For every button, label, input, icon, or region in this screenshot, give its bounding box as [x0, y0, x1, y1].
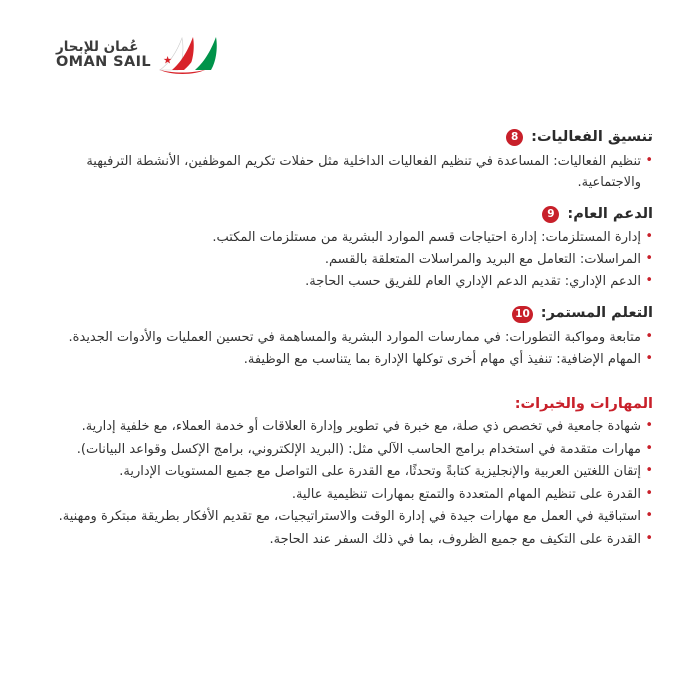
section-10-bullet-list	[26, 327, 653, 370]
section-8-bullet-list	[26, 151, 653, 193]
section-9-title: الدعم العام:	[567, 205, 653, 222]
document-content	[0, 128, 675, 551]
section-10-number-badge: 10	[512, 306, 533, 323]
list-item: • متابعة ومواكبة التطورات: في ممارسات الموارد البشرية والمساهمة في تحسين العمليات والأدوات الجديدة.	[26, 327, 653, 348]
list-item: • القدرة على تنظيم المهام المتعددة والتمتع بمهارات تنظيمية عالية.	[26, 484, 653, 506]
list-item: • مهارات متقدمة في استخدام برامج الحاسب الآلي مثل: (البريد الإلكتروني، برامج الإكسل وقواعد البيانات).	[26, 439, 653, 461]
section-9	[26, 205, 653, 293]
section-8-number-badge: 8	[506, 129, 523, 146]
section-9-number-badge: 9	[542, 206, 559, 223]
list-item: • الدعم الإداري: تقديم الدعم الإداري العام للفريق حسب الحاجة.	[26, 271, 653, 292]
list-item: • المراسلات: التعامل مع البريد والمراسلات المتعلقة بالقسم.	[26, 249, 653, 270]
list-item: • تنظيم الفعاليات: المساعدة في تنظيم الفعاليات الداخلية مثل حفلات تكريم الموظفين، الأنشطة الترفيهية والاجتماعية.	[26, 151, 653, 193]
section-10	[26, 304, 653, 370]
list-item: • المهام الإضافية: تنفيذ أي مهام أخرى توكلها الإدارة بما يتناسب مع الوظيفة.	[26, 349, 653, 370]
skills-list	[26, 416, 653, 550]
list-item: • القدرة على التكيف مع جميع الظروف، بما في ذلك السفر عند الحاجة.	[26, 529, 653, 551]
skills-section	[26, 396, 653, 550]
section-10-header	[26, 304, 653, 324]
logo-arabic-name: عُمان للإبحار	[55, 38, 139, 55]
section-8-title: تنسيق الفعاليات:	[531, 129, 653, 145]
section-9-body	[26, 227, 653, 292]
list-item: • إدارة المستلزمات: إدارة احتياجات قسم الموارد البشرية من مستلزمات المكتب.	[26, 227, 653, 248]
logo-english-name: OMAN SAIL	[55, 54, 151, 70]
section-10-body	[26, 327, 653, 370]
section-8-header	[26, 128, 653, 148]
logo-wordmark	[55, 38, 151, 70]
skills-section-title: المهارات والخبرات:	[514, 396, 653, 413]
sail-boat-logo-icon	[158, 34, 220, 76]
section-9-bullet-list	[26, 227, 653, 292]
list-item: • شهادة جامعية في تخصص ذي صلة، مع خبرة في تطوير وإدارة العلاقات أو خدمة العملاء، مع خلفية إدارية.	[26, 416, 653, 438]
section-9-header	[26, 205, 653, 225]
oman-sail-logo	[56, 34, 220, 76]
list-item: • استباقية في العمل مع مهارات جيدة في إدارة الوقت والاستراتيجيات، مع تقديم الأفكار بطريقة مبتكرة ومهنية.	[26, 506, 653, 528]
section-8-body	[26, 151, 653, 193]
section-8	[26, 128, 653, 193]
section-10-title: التعلم المستمر:	[540, 305, 653, 322]
list-item: • إتقان اللغتين العربية والإنجليزية كتابةً وتحدثًا، مع القدرة على التواصل مع جميع المستويات الإدارية.	[26, 461, 653, 483]
